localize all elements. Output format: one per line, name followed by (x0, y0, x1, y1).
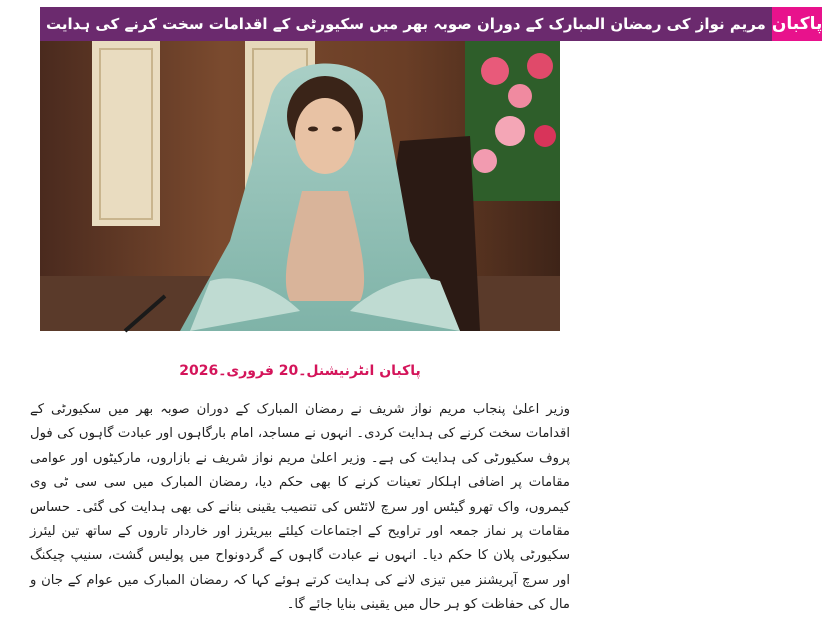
curtain-left (92, 41, 160, 226)
news-photo (40, 41, 560, 331)
brand-logo: پاکبان (772, 7, 822, 41)
dateline: پاکبان انٹرنیشنل۔20 فروری۔2026 (179, 363, 421, 379)
face (295, 98, 355, 174)
news-photo-illustration (40, 41, 560, 331)
headline: مریم نواز کی رمضان المبارک کے دوران صوبہ بھر میں سکیورٹی کے اقدامات سخت کرنے کی ہدایت (40, 7, 772, 41)
headline-banner (40, 7, 822, 41)
article-body: وزیر اعلیٰ پنجاب مریم نواز شریف نے رمضان المبارک کے دوران صوبہ بھر میں سکیورٹی کے اقدامات سخت کرنے کی ہدایت کردی۔ انہوں نے مساجد، امام بارگاہوں اور عبادت گاہوں کی فول پروف سکیورٹی کی ہدایت کی ہے۔ وزیر اعلیٰ مریم نواز شریف نے بازاروں، مارکیٹوں اور عوامی مقامات پر اضافی اہلکار تعینات کرنے کا بھی حکم دیا، رمضان المبارک میں سی سی ٹی وی کیمروں، واک تھرو گیٹس اور سرچ لائٹس کی تنصیب یقینی بنانے کی بھی ہدایت کی گئی۔ حساس مقامات پر نماز جمعہ اور تراویح کے اجتماعات کیلئے بیریئرز اور خاردار تاروں کے ساتھ تین لیئرز سکیورٹی پلان کا حکم دیا۔ انہوں نے عبادت گاہوں کے گردونواح میں پولیس گشت، سنیپ چیکنگ اور سرچ آپریشنز میں تیزی لانے کی ہدایت کرتے ہوئے کہا کہ رمضان المبارک میں عوام کے جان و مال کی حفاظت کو ہر حال میں یقینی بنایا جائے گا۔ (30, 402, 570, 613)
